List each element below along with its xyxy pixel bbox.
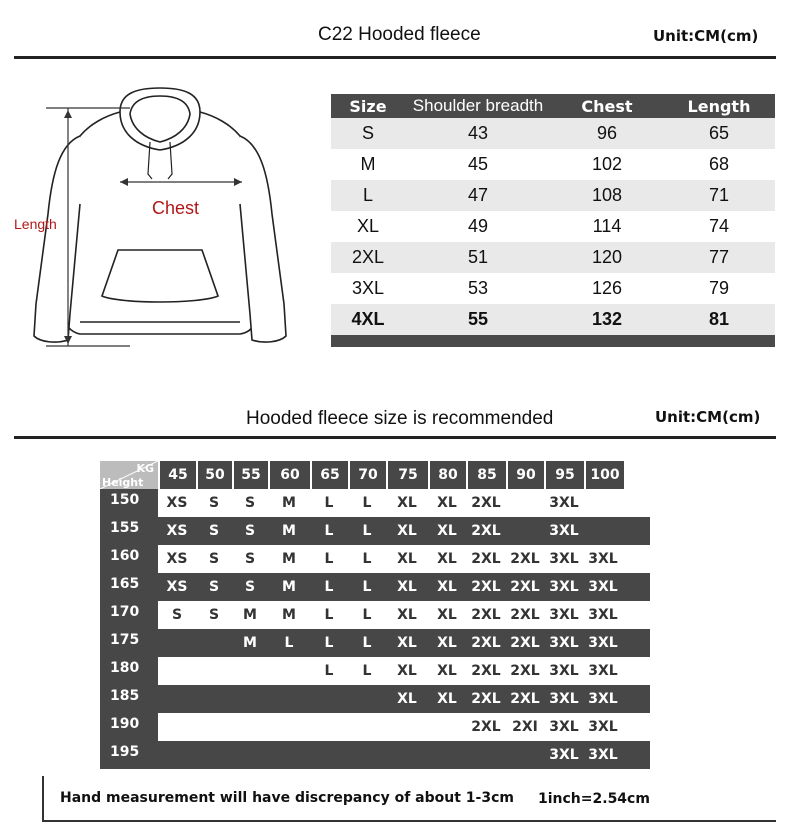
weight-header-cell: 70 [350, 461, 386, 489]
footer-bracket-line [42, 776, 44, 822]
size-recommend-cell: L [324, 635, 334, 651]
shoulder-cell: 49 [467, 216, 489, 236]
middle-divider [14, 436, 776, 439]
size-recommend-cell: XS [166, 495, 188, 511]
size-recommend-cell: 3XL [549, 635, 579, 651]
size-recommend-cell: XS [166, 551, 188, 567]
header-size: Size [349, 96, 387, 116]
header-length: Length [687, 96, 751, 116]
size-recommend-cell [386, 713, 428, 741]
size-chart-row [331, 242, 775, 273]
height-cell: 175 [100, 629, 158, 657]
header-shoulder: Shoulder breadth [412, 96, 544, 115]
recommend-row [100, 741, 650, 769]
recommend-table [100, 461, 650, 769]
size-recommend-cell [506, 517, 544, 545]
size-recommend-cell [386, 741, 428, 769]
weight-header-cell: 100 [586, 461, 624, 489]
size-recommend-cell: L [324, 579, 334, 595]
size-recommend-cell [158, 629, 196, 657]
size-recommend-cell: XL [437, 551, 457, 567]
size-recommend-cell: L [324, 495, 334, 511]
weight-header-cell: 90 [508, 461, 544, 489]
recommend-row [100, 657, 650, 685]
size-recommend-cell: 3XL [549, 579, 579, 595]
size-recommend-cell [196, 741, 232, 769]
size-recommend-cell: 2XI [512, 719, 538, 735]
size-recommend-cell: M [282, 607, 296, 623]
recommend-row [100, 629, 650, 657]
height-cell: 155 [100, 517, 158, 545]
size-recommend-cell: 2XL [471, 719, 501, 735]
height-label: Height [102, 476, 144, 489]
size-recommend-cell [158, 657, 196, 685]
size-recommend-cell [196, 657, 232, 685]
size-recommend-cell: 2XL [471, 663, 501, 679]
size-recommend-cell: 3XL [588, 607, 618, 623]
size-recommend-cell [158, 741, 196, 769]
size-recommend-cell: 3XL [588, 663, 618, 679]
conversion-note: 1inch=2.54cm [538, 791, 650, 807]
size-recommend-cell: 3XL [549, 719, 579, 735]
height-cell: 150 [100, 489, 158, 517]
size-chart-row [331, 211, 775, 242]
size-recommend-cell: XL [437, 523, 457, 539]
size-recommend-cell: 3XL [549, 663, 579, 679]
size-recommend-cell: L [324, 523, 334, 539]
chest-label: Chest [152, 198, 200, 218]
size-chart-header [331, 94, 775, 118]
size-chart-row [331, 304, 775, 335]
size-recommend-cell [584, 489, 622, 517]
size-recommend-cell: 2XL [471, 691, 501, 707]
size-recommend-cell: S [208, 607, 220, 623]
size-recommend-cell: S [208, 551, 220, 567]
length-cell: 71 [708, 185, 730, 205]
height-cell: 160 [100, 545, 158, 573]
recommend-title: Hooded fleece size is recommended [246, 408, 554, 429]
size-chart-row [331, 180, 775, 211]
length-cell: 74 [708, 216, 730, 236]
size-recommend-cell: L [362, 635, 372, 651]
top-divider [14, 56, 776, 59]
size-recommend-cell: XL [397, 607, 417, 623]
size-cell: L [362, 185, 373, 205]
weight-header-cell: 60 [270, 461, 310, 489]
shoulder-cell: 45 [467, 154, 489, 174]
size-recommend-cell [428, 713, 466, 741]
shoulder-cell: 43 [467, 123, 489, 143]
chest-cell: 108 [591, 185, 623, 205]
weight-header-cell: 75 [388, 461, 428, 489]
size-recommend-cell: 3XL [549, 523, 579, 539]
size-chart-footer-bar [331, 335, 775, 347]
length-cell: 81 [708, 309, 730, 329]
size-recommend-cell: XL [397, 663, 417, 679]
weight-header-cell: 80 [430, 461, 466, 489]
size-recommend-cell [268, 657, 310, 685]
shoulder-cell: 51 [467, 247, 489, 267]
size-recommend-cell: L [324, 663, 334, 679]
size-recommend-cell: M [282, 523, 296, 539]
size-recommend-cell: 3XL [549, 607, 579, 623]
size-recommend-cell: S [244, 495, 256, 511]
weight-header-cell: 85 [468, 461, 506, 489]
size-recommend-cell: L [362, 607, 372, 623]
size-recommend-cell: XL [397, 495, 417, 511]
size-recommend-cell: 2XL [471, 579, 501, 595]
size-recommend-cell [506, 489, 544, 517]
length-label: Length [14, 216, 57, 232]
size-recommend-cell: XL [437, 495, 457, 511]
size-recommend-cell: 2XL [510, 691, 540, 707]
size-recommend-cell: S [244, 523, 256, 539]
size-recommend-cell: XL [437, 691, 457, 707]
size-recommend-cell: 2XL [510, 579, 540, 595]
size-recommend-cell: 3XL [588, 747, 618, 763]
length-cell: 77 [708, 247, 730, 267]
size-recommend-cell: 3XL [549, 747, 579, 763]
size-recommend-cell: S [208, 523, 220, 539]
height-cell: 180 [100, 657, 158, 685]
size-recommend-cell: XL [397, 691, 417, 707]
size-recommend-cell: S [208, 579, 220, 595]
size-cell: 2XL [351, 247, 385, 267]
size-recommend-cell: 3XL [588, 719, 618, 735]
size-recommend-cell: XL [437, 607, 457, 623]
length-cell: 79 [708, 278, 730, 298]
size-recommend-cell: L [324, 551, 334, 567]
footer-note: Hand measurement will have discrepancy of about 1-3cm [60, 790, 514, 806]
size-recommend-cell: 2XL [471, 495, 501, 511]
size-recommend-cell [268, 713, 310, 741]
size-recommend-cell: 2XL [471, 635, 501, 651]
size-cell: XL [356, 216, 380, 236]
recommend-unit: Unit:CM(cm) [655, 408, 761, 426]
size-recommend-cell: XL [437, 635, 457, 651]
size-recommend-cell: 2XL [471, 551, 501, 567]
weight-header-cell: 55 [234, 461, 268, 489]
height-cell: 195 [100, 741, 158, 769]
size-recommend-cell: S [171, 607, 183, 623]
size-recommend-cell: S [244, 551, 256, 567]
size-recommend-cell [158, 685, 196, 713]
size-recommend-cell: XL [437, 663, 457, 679]
size-recommend-cell [232, 657, 268, 685]
recommend-row [100, 713, 650, 741]
chest-cell: 114 [592, 216, 622, 236]
header-chest: Chest [581, 96, 633, 116]
size-cell: S [361, 123, 374, 143]
size-recommend-cell: L [362, 579, 372, 595]
size-recommend-cell: XL [397, 551, 417, 567]
size-recommend-cell: XL [397, 579, 417, 595]
size-recommend-cell: 3XL [588, 691, 618, 707]
size-recommend-cell [584, 517, 622, 545]
size-chart-row [331, 149, 775, 180]
length-cell: 68 [708, 154, 730, 174]
size-chart-title: C22 Hooded fleece [318, 24, 481, 45]
size-recommend-cell: 2XL [510, 635, 540, 651]
recommend-row [100, 517, 650, 545]
chest-cell: 132 [591, 309, 623, 329]
size-recommend-cell: L [362, 523, 372, 539]
chest-cell: 102 [591, 154, 623, 174]
size-recommend-cell [196, 629, 232, 657]
height-cell: 185 [100, 685, 158, 713]
height-cell: 170 [100, 601, 158, 629]
size-recommend-cell [268, 685, 310, 713]
size-recommend-cell [232, 713, 268, 741]
size-recommend-cell: 3XL [588, 635, 618, 651]
size-recommend-cell: XS [166, 523, 188, 539]
size-recommend-cell: 3XL [588, 551, 618, 567]
shoulder-cell: 53 [467, 278, 489, 298]
size-chart-unit: Unit:CM(cm) [653, 27, 759, 45]
size-recommend-cell: M [282, 551, 296, 567]
shoulder-cell: 55 [467, 309, 489, 329]
size-recommend-cell [232, 741, 268, 769]
size-recommend-cell: 3XL [549, 551, 579, 567]
size-recommend-cell [348, 713, 386, 741]
size-recommend-cell: 3XL [588, 579, 618, 595]
size-recommend-cell: 2XL [471, 523, 501, 539]
weight-header-cell: 50 [198, 461, 232, 489]
size-recommend-cell [348, 741, 386, 769]
size-recommend-cell: 2XL [471, 607, 501, 623]
chest-cell: 120 [591, 247, 623, 267]
recommend-row [100, 545, 650, 573]
size-cell: M [360, 154, 376, 174]
kg-label: KG [136, 462, 154, 475]
size-recommend-cell [158, 713, 196, 741]
footer-bottom-line [42, 820, 776, 822]
size-recommend-cell: XL [397, 523, 417, 539]
recommend-row [100, 601, 650, 629]
size-recommend-cell: L [362, 551, 372, 567]
weight-header-cell: 65 [312, 461, 348, 489]
height-cell: 165 [100, 573, 158, 601]
chest-cell: 126 [591, 278, 623, 298]
size-recommend-cell: XL [397, 635, 417, 651]
size-recommend-cell: XL [437, 579, 457, 595]
recommend-header [100, 461, 650, 489]
size-recommend-cell: 3XL [549, 691, 579, 707]
size-recommend-cell [466, 741, 506, 769]
kg-height-corner [100, 461, 158, 489]
size-recommend-cell: M [282, 579, 296, 595]
recommend-row [100, 685, 650, 713]
size-chart-row [331, 118, 775, 149]
recommend-row [100, 573, 650, 601]
size-recommend-cell: M [282, 495, 296, 511]
size-recommend-cell: 2XL [510, 607, 540, 623]
size-cell: 3XL [351, 278, 385, 298]
height-cell: 190 [100, 713, 158, 741]
size-recommend-cell [196, 713, 232, 741]
size-recommend-cell: S [244, 579, 256, 595]
size-recommend-cell: S [208, 495, 220, 511]
size-recommend-cell [348, 685, 386, 713]
size-recommend-cell [428, 741, 466, 769]
recommend-row [100, 489, 650, 517]
shoulder-cell: 47 [467, 185, 489, 205]
size-chart-table [331, 94, 775, 347]
size-recommend-cell [232, 685, 268, 713]
size-recommend-cell [506, 741, 544, 769]
weight-header-cell: 95 [546, 461, 584, 489]
size-recommend-cell [310, 741, 348, 769]
weight-header-cell: 45 [160, 461, 196, 489]
size-recommend-cell: M [243, 635, 257, 651]
size-recommend-cell: M [243, 607, 257, 623]
size-recommend-cell [268, 741, 310, 769]
size-cell: 4XL [351, 309, 385, 329]
size-recommend-cell: L [362, 663, 372, 679]
size-recommend-cell: 2XL [510, 551, 540, 567]
size-recommend-cell: 3XL [549, 495, 579, 511]
size-recommend-cell: L [284, 635, 294, 651]
size-recommend-cell: L [362, 495, 372, 511]
size-recommend-cell [310, 685, 348, 713]
size-recommend-cell [310, 713, 348, 741]
chest-cell: 96 [596, 123, 618, 143]
size-recommend-cell: XS [166, 579, 188, 595]
length-cell: 65 [708, 123, 730, 143]
size-recommend-cell: L [324, 607, 334, 623]
size-recommend-cell [196, 685, 232, 713]
size-recommend-cell: 2XL [510, 663, 540, 679]
size-chart-row [331, 273, 775, 304]
